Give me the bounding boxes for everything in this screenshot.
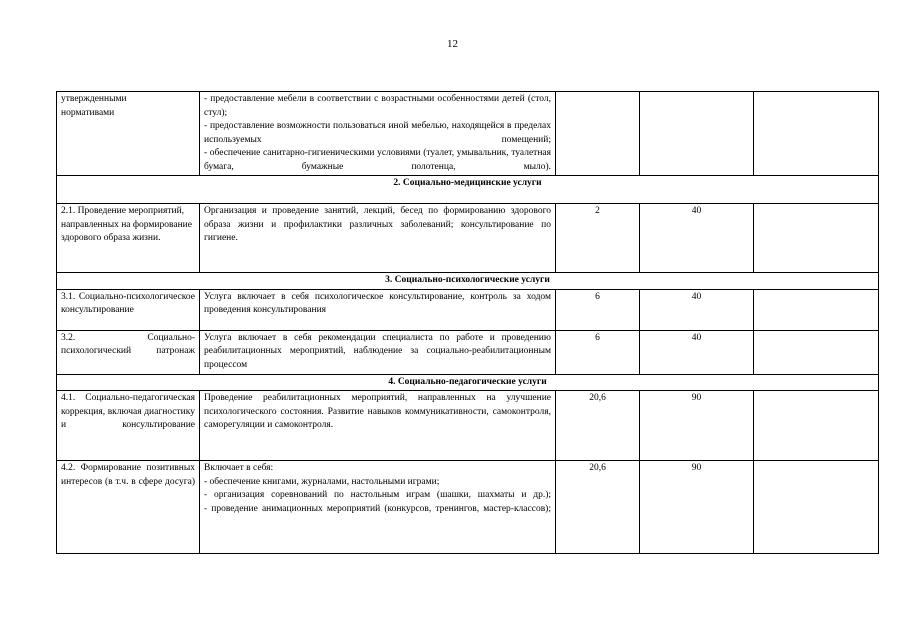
value-cell: 20,6 — [556, 461, 640, 554]
value-cell: 2 — [556, 204, 640, 273]
value-cell: 20,6 — [556, 391, 640, 461]
service-name-cell: 3.2. Социально-психологический патронаж — [57, 330, 200, 374]
service-name-cell: 3.1. Социально-психологическое консультирование — [57, 289, 200, 330]
empty-cell — [754, 391, 879, 461]
empty-cell — [754, 330, 879, 374]
table-row — [57, 461, 879, 554]
service-description-cell: Услуга включает в себя рекомендации специалиста по работе и проведению реабилитационных мероприятий, наблюдение за социально-реабилитационным процессом — [200, 330, 556, 374]
table-row — [57, 289, 879, 330]
service-name-line: нормативами — [61, 107, 115, 118]
description-line: Включает в себя: — [204, 463, 274, 473]
description-line: - обеспечение книгами, журналами, настольными играми; — [204, 476, 440, 487]
service-name-cell: 2.1. Проведение мероприятий, направленных на формирование здорового образа жизни. — [57, 204, 200, 273]
table-row — [57, 92, 879, 176]
service-name-cell: 4.1. Социально-педагогическая коррекция, включая диагностику и консультирование — [57, 391, 200, 461]
description-line: - обеспечение санитарно-гигиеническими условиями (туалет, умывальник, туалетная бумага, бумажные полотенца, мыло). — [204, 148, 551, 172]
service-description-cell: Проведение реабилитационных мероприятий, направленных на улучшение психологического состояния. Развитие навыков коммуникативности, самоконтроля, саморегуляции и самоконтроля. — [200, 391, 556, 461]
section-title: 4. Социально-педагогические услуги — [57, 374, 879, 391]
value-cell: 40 — [640, 330, 754, 374]
description-line: - предоставление мебели в соответствии с возрастными особенностями детей (стол, стул); — [204, 94, 551, 118]
description-line: - предоставление возможности пользоваться иной мебелью, находящейся в пределах используемых помещений; — [204, 121, 551, 145]
value-cell: 6 — [556, 289, 640, 330]
description-line: - проведение анимационных мероприятий (конкурсов, тренингов, мастер-классов); — [204, 503, 551, 514]
value-cell: 90 — [640, 461, 754, 554]
service-description-cell: Услуга включает в себя психологическое консультирование, контроль за ходом проведения консультирования — [200, 289, 556, 330]
empty-cell — [754, 461, 879, 554]
service-description-cell: Организация и проведение занятий, лекций, бесед по формированию здорового образа жизни и профилактики различных заболеваний; консультирование по гигиене. — [200, 204, 556, 273]
service-description-cell — [200, 461, 556, 554]
section-title: 2. Социально-медицинские услуги — [57, 176, 879, 204]
empty-cell — [556, 92, 640, 176]
section-header-row — [57, 374, 879, 391]
services-table — [56, 91, 879, 554]
service-description-cell — [200, 92, 556, 176]
section-header-row — [57, 273, 879, 290]
table-row — [57, 391, 879, 461]
value-cell: 90 — [640, 391, 754, 461]
value-cell: 6 — [556, 330, 640, 374]
value-cell: 40 — [640, 289, 754, 330]
empty-cell — [640, 92, 754, 176]
empty-cell — [754, 92, 879, 176]
service-name-cell — [57, 92, 200, 176]
page-number: 12 — [447, 38, 458, 50]
value-cell: 40 — [640, 204, 754, 273]
table-row — [57, 330, 879, 374]
table-row — [57, 204, 879, 273]
section-title: 3. Социально-психологические услуги — [57, 273, 879, 290]
empty-cell — [754, 204, 879, 273]
service-name-line: утвержденными — [61, 94, 127, 104]
section-header-row — [57, 176, 879, 204]
description-line: - организация соревнований по настольным играм (шашки, шахматы и др.); — [204, 490, 551, 500]
empty-cell — [754, 289, 879, 330]
service-name-cell: 4.2. Формирование позитивных интересов (в т.ч. в сфере досуга) — [57, 461, 200, 554]
